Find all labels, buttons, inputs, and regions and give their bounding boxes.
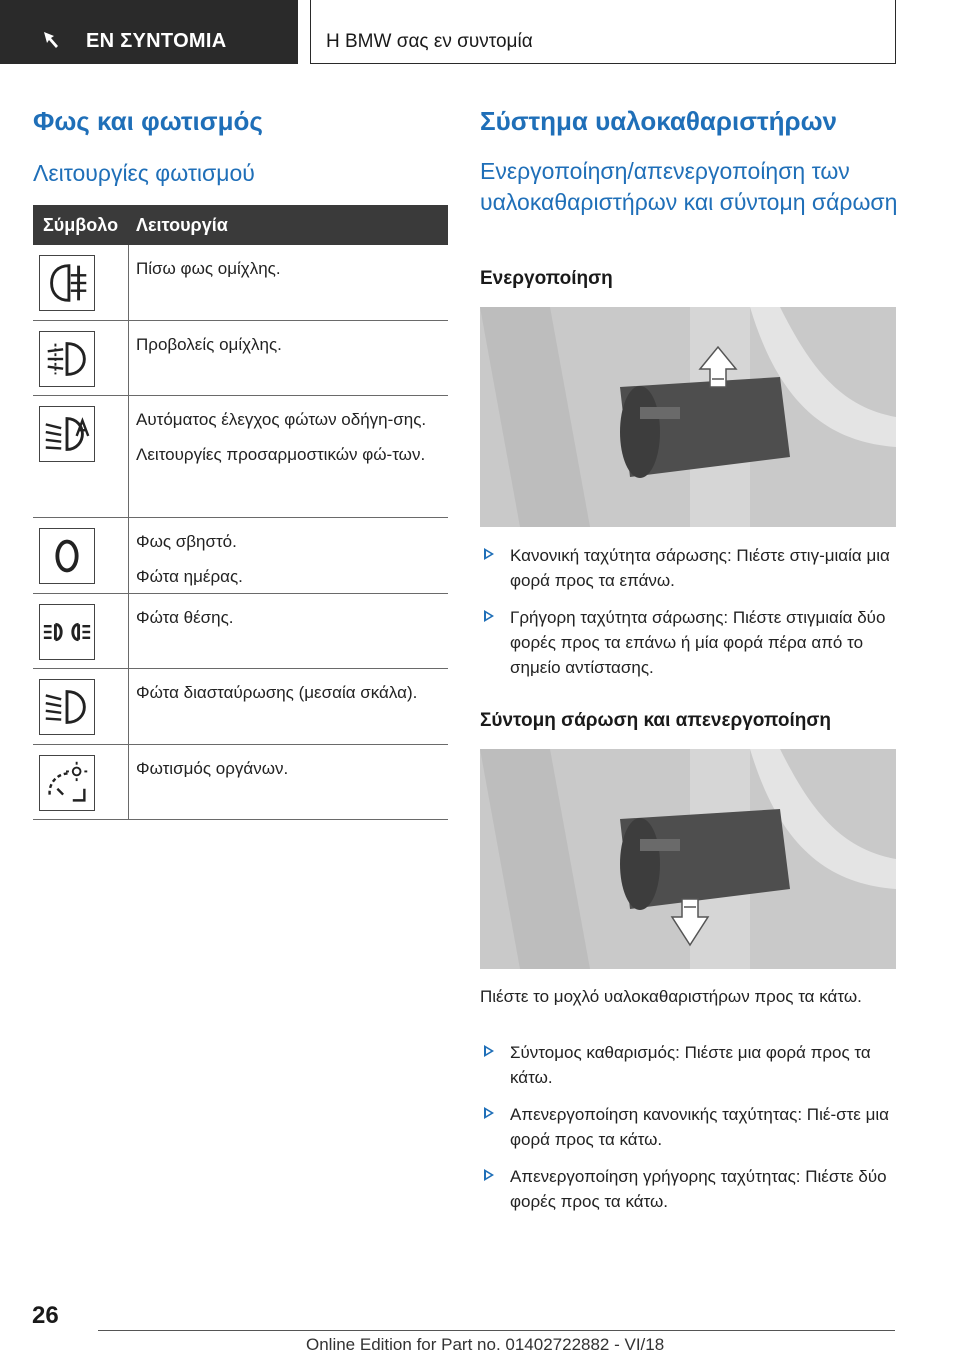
bullet-triangle-icon <box>484 548 494 560</box>
wiper-section-title: Σύστημα υαλοκαθαριστήρων <box>480 106 838 136</box>
wiper-lever-down-image <box>480 749 896 969</box>
lights-off-icon <box>39 528 95 584</box>
table-row <box>33 396 448 518</box>
short-wipe-bullets <box>480 1040 896 1226</box>
bullet-triangle-icon <box>484 1107 494 1119</box>
page-number: 26 <box>32 1302 59 1329</box>
table-row <box>33 245 448 321</box>
section-tab[interactable] <box>0 0 298 64</box>
row-text: Φως σβηστό. <box>136 532 237 551</box>
rear-fog-light-icon <box>39 255 95 311</box>
lighting-functions-table <box>33 205 448 820</box>
short-wipe-text: Πιέστε το μοχλό υαλοκαθαριστήρων προς τα κάτω. <box>480 987 862 1006</box>
row-text: Πίσω φως ομίχλης. <box>136 259 281 278</box>
chapter-header <box>310 0 896 64</box>
parking-light-icon <box>39 604 95 660</box>
table-divider <box>128 245 129 819</box>
section-title: Φως και φωτισμός <box>33 106 263 136</box>
row-text: Φώτα διασταύρωσης (μεσαία σκάλα). <box>136 683 418 702</box>
row-text: Προβολείς ομίχλης. <box>136 335 282 354</box>
list-item: Απενεργοποίηση κανονικής ταχύτητας: Πιέ-στε μια φορά προς τα κάτω. <box>480 1102 896 1152</box>
front-fog-light-icon <box>39 331 95 387</box>
table-row <box>33 594 448 669</box>
row-text: Φωτισμός οργάνων. <box>136 759 289 778</box>
edition-text: Online Edition for Part no. 01402722882 - VI/18 <box>306 1335 665 1354</box>
chapter-title: Η BMW σας εν συντομία <box>326 31 533 52</box>
footer-divider <box>98 1330 895 1331</box>
row-text: Φώτα ημέρας. <box>136 567 243 586</box>
subsection-title: Λειτουργίες φωτισμού <box>33 160 255 186</box>
short-wipe-heading: Σύντομη σάρωση και απενεργοποίηση <box>480 710 831 731</box>
sparkle-arrow-icon <box>42 30 64 50</box>
table-header <box>33 205 448 245</box>
row-text: Αυτόματος έλεγχος φώτων οδήγη-σης. <box>136 410 427 429</box>
instrument-lighting-icon <box>39 755 95 811</box>
table-row <box>33 669 448 745</box>
activation-heading: Ενεργοποίηση <box>480 268 613 289</box>
table-row <box>33 745 448 820</box>
wiper-lever-up-image <box>480 307 896 527</box>
bullet-triangle-icon <box>484 1045 494 1057</box>
column-header-function: Λειτουργία <box>136 214 228 235</box>
bullet-triangle-icon <box>484 610 494 622</box>
list-item: Γρήγορη ταχύτητα σάρωσης: Πιέστε στιγμιαία δύο φορές προς τα επάνω ή μία φορά πέρα από το σημείο αντίστασης. <box>480 605 896 680</box>
low-beam-icon <box>39 679 95 735</box>
column-header-symbol: Σύμβολο <box>43 214 119 235</box>
row-text: Φώτα θέσης. <box>136 608 234 627</box>
bullet-triangle-icon <box>484 1169 494 1181</box>
auto-headlight-icon <box>39 406 95 462</box>
table-row <box>33 518 448 594</box>
row-text: Λειτουργίες προσαρμοστικών φώ-των. <box>136 445 426 464</box>
table-row <box>33 321 448 396</box>
wiper-subsection-title: Ενεργοποίηση/απενεργοποίηση των υαλοκαθαριστήρων και σύντομη σάρωση <box>480 158 898 215</box>
list-item: Κανονική ταχύτητα σάρωσης: Πιέστε στιγ-μιαία μια φορά προς τα επάνω. <box>480 543 896 593</box>
activation-bullets <box>480 543 896 692</box>
list-item: Απενεργοποίηση γρήγορης ταχύτητας: Πιέστε δύο φορές προς τα κάτω. <box>480 1164 896 1214</box>
list-item: Σύντομος καθαρισμός: Πιέστε μια φορά προς τα κάτω. <box>480 1040 896 1090</box>
section-label: ΕΝ ΣΥΝΤΟΜΙΑ <box>86 30 227 52</box>
